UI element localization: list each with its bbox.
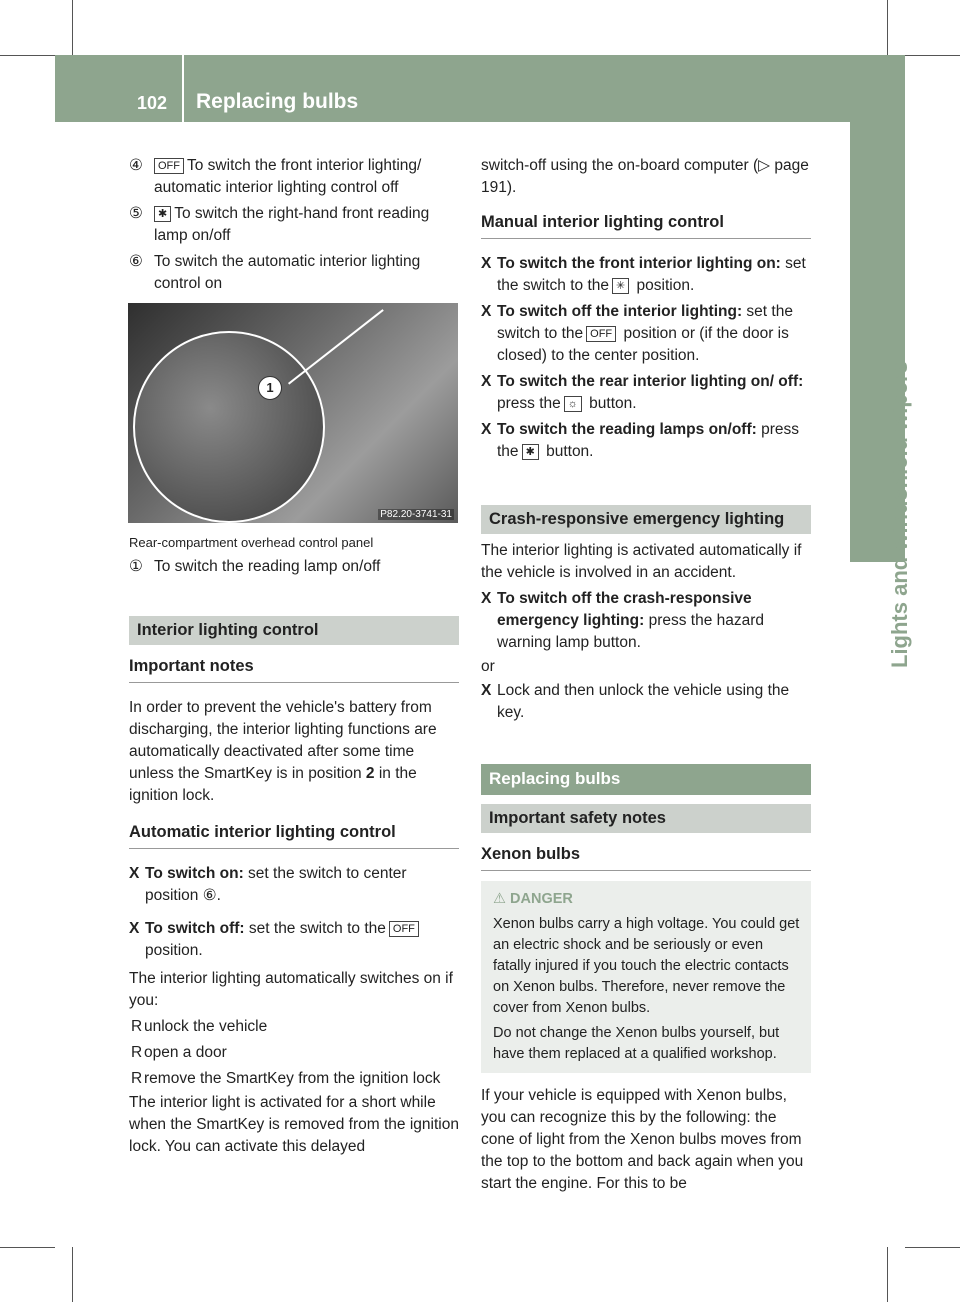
paragraph: The interior light is activated for a short while when the SmartKey is removed from the ignition lock. You can activate this delayed [129,1094,459,1155]
subheading: Important notes [129,655,459,683]
danger-text: Xenon bulbs carry a high voltage. You could get an electric shock and be seriously or even fatally injured if you touch the electric contacts on Xenon bulbs. Therefore, never remove the cover from Xenon bulbs. [493,916,800,1016]
callout-pointer [288,309,384,384]
bullet-item: R remove the SmartKey from the ignition lock [131,1070,441,1087]
danger-warning-box [481,881,811,1073]
page-number: 102 [137,93,168,113]
crop-mark [905,55,960,56]
crop-mark [72,0,73,55]
left-column-main [129,532,459,1158]
page-title: Replacing bulbs [196,90,359,113]
caption-item: ① To switch the reading lamp on/off [129,558,381,575]
instruction-step: X To switch the rear interior lighting on/ off: press the ☼ button. [481,373,804,412]
callout-badge: 1 [258,376,282,400]
photo-caption: Rear-compartment overhead control panel [129,535,374,550]
instruction-step: X Lock and then unlock the vehicle using the key. [481,682,790,721]
paragraph: The interior lighting is activated automatically if the vehicle is involved in an accident. [481,542,802,581]
paragraph: In order to prevent the vehicle's battery from discharging, the interior lighting functions are automatically deactivated after some time unless the SmartKey is in position 2 in the ignition lock. [129,699,437,804]
crop-mark [887,1247,888,1302]
crop-mark [0,1247,55,1248]
crop-mark [887,0,888,55]
danger-text: Do not change the Xenon bulbs yourself, but have them replaced at a qualified workshop. [493,1025,780,1062]
chapter-heading: Replacing bulbs [481,764,811,795]
danger-title: ⚠ DANGER [493,891,573,907]
list-item: ⑥ To switch the automatic interior lighting control on [129,253,421,292]
bullet-item: R open a door [131,1044,227,1061]
section-heading: Interior lighting control [129,616,459,645]
instruction-step: X To switch off the crash-responsive emergency lighting: press the hazard warning lamp button. [481,590,765,651]
paragraph: The interior lighting automatically switches on if you: [129,970,453,1009]
list-item: ④ OFF To switch the front interior lighting/ automatic interior lighting control off [129,157,422,196]
control-panel-photo [128,303,458,523]
instruction-step: X To switch off: set the switch to the OFF position. [129,918,459,962]
image-code: P82.20-3741-31 [380,509,452,520]
bullet-item: R unlock the vehicle [131,1018,268,1035]
header-divider [182,55,184,122]
lamp-off-icon: OFF [586,326,616,342]
page-header [55,55,905,122]
warning-triangle-icon: ⚠ [493,891,506,907]
interior-lamp-icon: ✳ [612,278,629,294]
instruction-step: X To switch the reading lamps on/off: press the ✱ button. [481,421,799,460]
subheading: Automatic interior lighting control [129,821,459,849]
lamp-off-icon: OFF [154,158,184,174]
crop-mark [0,55,55,56]
detail-magnifier [133,331,325,523]
subheading: Manual interior lighting control [481,211,811,239]
subheading: Xenon bulbs [481,843,811,871]
reading-lamp-icon: ✱ [522,444,539,460]
instruction-step: X To switch the front interior lighting on: set the switch to the ✳ position. [481,255,806,294]
section-heading: Important safety notes [481,804,811,833]
paragraph: If your vehicle is equipped with Xenon bulbs, you can recognize this by the following: the cone of light from the Xenon bulbs moves from the top to the bottom and back again when you start the engine. For this to be [481,1087,804,1192]
lamp-off-icon: OFF [389,921,419,937]
paragraph: or [481,658,495,675]
left-column-top [129,155,459,295]
section-heading: Crash-responsive emergency lighting [481,505,811,534]
list-item: ⑤ ✱ To switch the right-hand front reading lamp on/off [129,205,430,244]
instruction-step: X To switch on: set the switch to center position ⑥. [129,865,407,904]
right-column [481,155,811,1195]
rear-lamp-icon: ☼ [564,396,582,412]
crop-mark [905,1247,960,1248]
reading-lamp-icon: ✱ [154,206,171,222]
chapter-label: Lights and windshield wipers [887,361,912,668]
paragraph: switch-off using the on-board computer (▷ page 191). [481,157,809,196]
crop-mark [72,1247,73,1302]
instruction-step: X To switch off the interior lighting: set the switch to the OFF position or (if the door is closed) to the center position. [481,303,793,364]
